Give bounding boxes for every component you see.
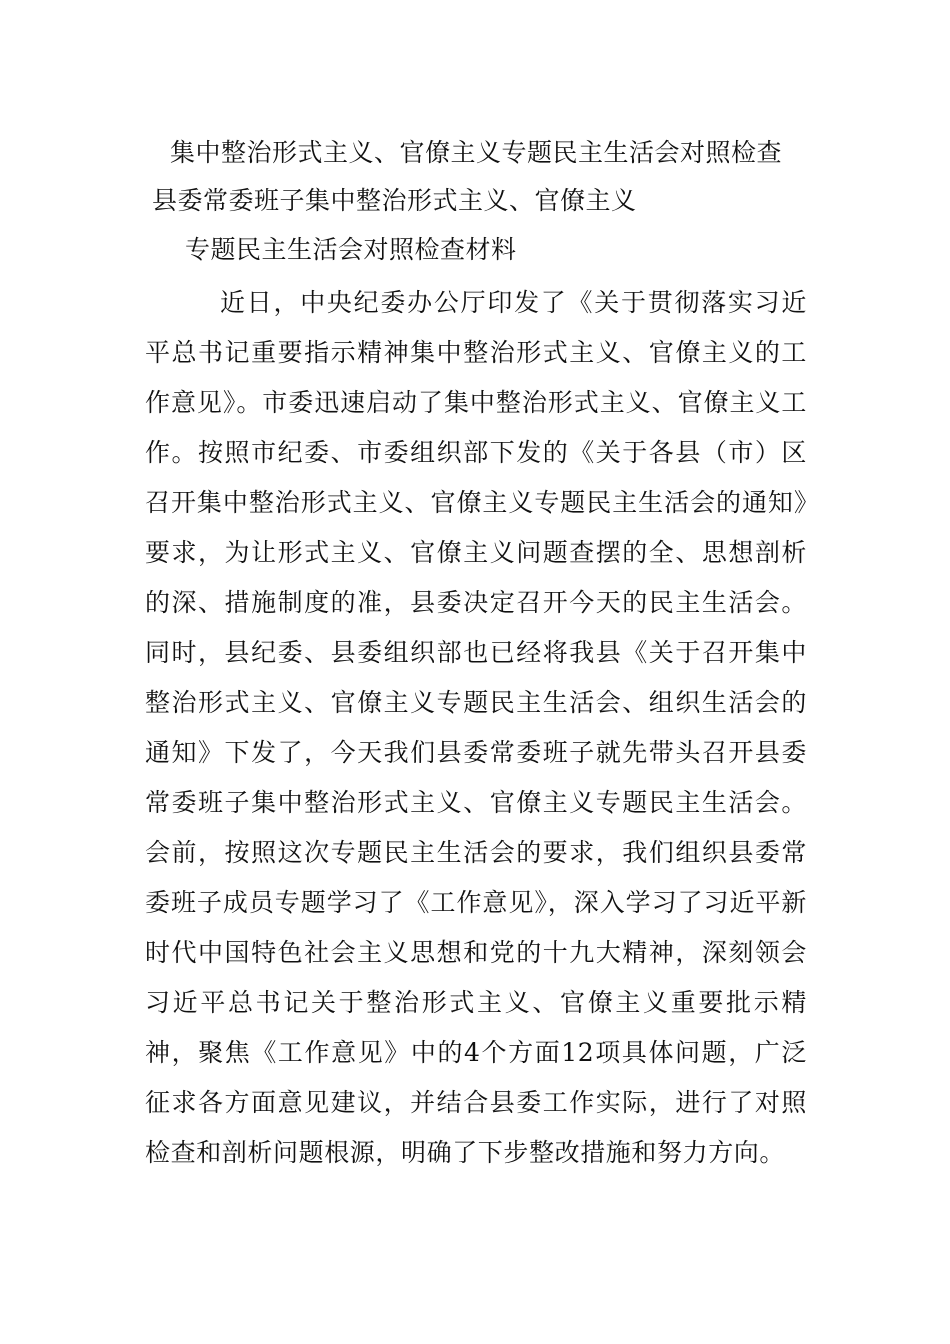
- document-title-line-3: 专题民主生活会对照检查材料: [185, 235, 517, 264]
- body-paragraph: 近日，中央纪委办公厅印发了《关于贯彻落实习近平总书记重要指示精神集中整治形式主义、官僚主义的工作意见》。市委迅速启动了集中整治形式主义、官僚主义工作。按照市纪委、市委组织部下发的《关于各县（市）区召开集中整治形式主义、官僚主义专题民主生活会的通知》要求，为让形式主义、官僚主义问题查摆的全、思想剖析的深、措施制度的准，县委决定召开今天的民主生活会。同时，县纪委、县委组织部也已经将我县《关于召开集中整治形式主义、官僚主义专题民主生活会、组织生活会的通知》下发了，今天我们县委常委班子就先带头召开县委常委班子集中整治形式主义、官僚主义专题民主生活会。会前，按照这次专题民主生活会的要求，我们组织县委常委班子成员专题学习了《工作意见》，深入学习了习近平新时代中国特色社会主义思想和党的十九大精神，深刻领会习近平总书记关于整治形式主义、官僚主义重要批示精神，聚焦《工作意见》中的4个方面12项具体问题，广泛征求各方面意见建议，并结合县委工作实际，进行了对照检查和剖析问题根源，明确了下步整改措施和努力方向。: [145, 288, 807, 1167]
- document-title-line-2: 县委常委班子集中整治形式主义、官僚主义: [152, 186, 637, 215]
- document-title-line-1: 集中整治形式主义、官僚主义专题民主生活会对照检查: [170, 138, 783, 167]
